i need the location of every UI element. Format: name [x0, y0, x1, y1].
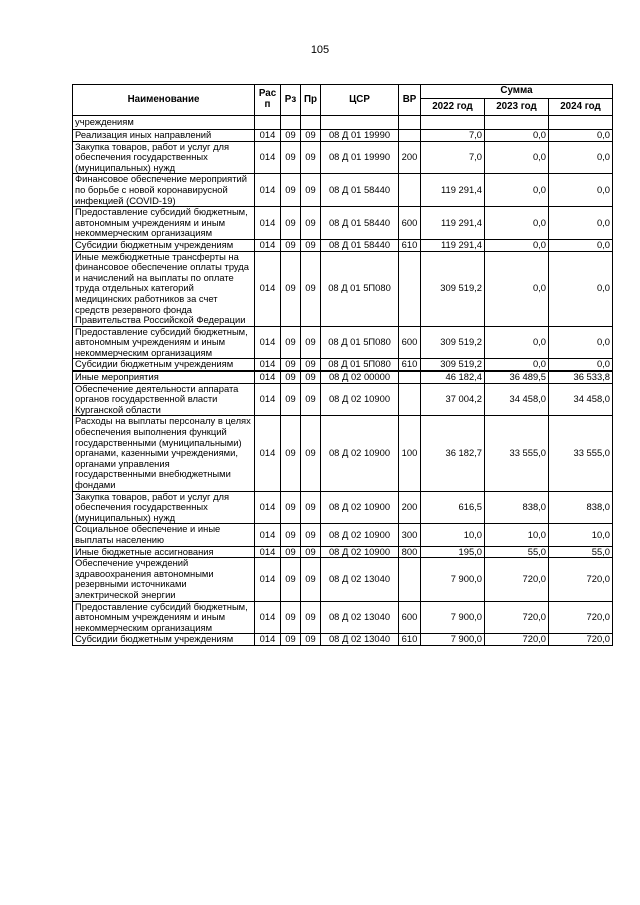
row-sum-2024: 0,0 — [549, 326, 613, 359]
row-pr: 09 — [301, 326, 321, 359]
header-pr: Пр — [301, 85, 321, 116]
row-name: учреждениям — [73, 116, 255, 130]
row-sum-2024: 10,0 — [549, 524, 613, 546]
header-sum: Сумма — [421, 85, 613, 99]
row-sum-2023: 0,0 — [485, 174, 549, 207]
table-row — [73, 359, 613, 371]
row-pr: 09 — [301, 207, 321, 240]
row-pr: 09 — [301, 251, 321, 326]
row-vr: 610 — [399, 634, 421, 646]
row-sum-2023: 838,0 — [485, 491, 549, 524]
row-name: Закупка товаров, работ и услуг для обеспечения государственных (муниципальных) нужд — [73, 141, 255, 174]
row-sum-2023: 34 458,0 — [485, 383, 549, 416]
row-sum-2022: 119 291,4 — [421, 207, 485, 240]
row-sum-2023: 720,0 — [485, 601, 549, 634]
table-row — [73, 383, 613, 416]
row-csr: 08 Д 02 13040 — [321, 558, 399, 601]
row-sum-2023: 0,0 — [485, 141, 549, 174]
row-name: Обеспечение деятельности аппарата органов государственной власти Курганской области — [73, 383, 255, 416]
row-pr: 09 — [301, 174, 321, 207]
row-name: Предоставление субсидий бюджетным, автономным учреждениям и иным некоммерческим организациям — [73, 601, 255, 634]
row-pr: 09 — [301, 601, 321, 634]
row-rz: 09 — [281, 546, 301, 558]
row-vr: 200 — [399, 491, 421, 524]
row-vr — [399, 251, 421, 326]
row-sum-2024: 55,0 — [549, 546, 613, 558]
row-sum-2022: 10,0 — [421, 524, 485, 546]
row-pr: 09 — [301, 383, 321, 416]
table-header — [73, 85, 613, 116]
row-pr: 09 — [301, 141, 321, 174]
row-rasp: 014 — [255, 174, 281, 207]
row-rz: 09 — [281, 141, 301, 174]
row-rz — [281, 116, 301, 130]
row-rz: 09 — [281, 174, 301, 207]
budget-table — [72, 84, 613, 646]
row-rasp: 014 — [255, 558, 281, 601]
row-name: Субсидии бюджетным учреждениям — [73, 239, 255, 251]
row-rz: 09 — [281, 491, 301, 524]
row-rz: 09 — [281, 383, 301, 416]
row-csr: 08 Д 02 13040 — [321, 634, 399, 646]
row-rasp: 014 — [255, 359, 281, 371]
row-csr: 08 Д 02 10900 — [321, 524, 399, 546]
row-pr: 09 — [301, 416, 321, 491]
row-rasp: 014 — [255, 141, 281, 174]
table-row — [73, 116, 613, 130]
row-vr — [399, 558, 421, 601]
row-pr: 09 — [301, 130, 321, 142]
row-sum-2023: 0,0 — [485, 130, 549, 142]
row-sum-2022 — [421, 116, 485, 130]
row-name: Субсидии бюджетным учреждениям — [73, 634, 255, 646]
row-sum-2023 — [485, 116, 549, 130]
row-sum-2022: 36 182,7 — [421, 416, 485, 491]
table-body — [73, 116, 613, 646]
table-row — [73, 634, 613, 646]
table-row — [73, 130, 613, 142]
row-csr: 08 Д 02 00000 — [321, 371, 399, 383]
table-row — [73, 524, 613, 546]
row-sum-2022: 616,5 — [421, 491, 485, 524]
row-rz: 09 — [281, 207, 301, 240]
row-csr: 08 Д 02 10900 — [321, 383, 399, 416]
row-csr: 08 Д 01 19990 — [321, 130, 399, 142]
row-name: Иные бюджетные ассигнования — [73, 546, 255, 558]
header-rz: Рз — [281, 85, 301, 116]
row-rz: 09 — [281, 371, 301, 383]
row-rasp: 014 — [255, 371, 281, 383]
row-csr: 08 Д 01 19990 — [321, 141, 399, 174]
row-pr: 09 — [301, 371, 321, 383]
row-rz: 09 — [281, 634, 301, 646]
row-sum-2023: 0,0 — [485, 239, 549, 251]
row-name: Субсидии бюджетным учреждениям — [73, 359, 255, 371]
row-name: Иные мероприятия — [73, 371, 255, 383]
row-name: Иные межбюджетные трансферты на финансовое обеспечение оплаты труда и начислений на выплаты по оплате труда отдельных категорий медицинских работников за счет средств резервного фонда Правительства Российской Федерации — [73, 251, 255, 326]
row-rz: 09 — [281, 326, 301, 359]
row-sum-2022: 7 900,0 — [421, 601, 485, 634]
row-sum-2022: 7,0 — [421, 141, 485, 174]
row-sum-2024: 0,0 — [549, 207, 613, 240]
row-vr — [399, 371, 421, 383]
row-rz: 09 — [281, 601, 301, 634]
row-rasp — [255, 116, 281, 130]
row-name: Реализация иных направлений — [73, 130, 255, 142]
row-csr — [321, 116, 399, 130]
row-name: Предоставление субсидий бюджетным, автономным учреждениям и иным некоммерческим организациям — [73, 326, 255, 359]
table-row — [73, 546, 613, 558]
row-rasp: 014 — [255, 546, 281, 558]
table-row — [73, 371, 613, 383]
row-rasp: 014 — [255, 524, 281, 546]
row-sum-2024: 0,0 — [549, 239, 613, 251]
row-sum-2023: 0,0 — [485, 326, 549, 359]
row-rasp: 014 — [255, 207, 281, 240]
row-sum-2023: 0,0 — [485, 359, 549, 371]
row-sum-2023: 0,0 — [485, 251, 549, 326]
table-row — [73, 251, 613, 326]
row-csr: 08 Д 01 5П080 — [321, 326, 399, 359]
row-rz: 09 — [281, 524, 301, 546]
row-pr: 09 — [301, 634, 321, 646]
row-vr: 610 — [399, 359, 421, 371]
row-name: Расходы на выплаты персоналу в целях обеспечения выполнения функций государственными (муниципальными) органами, казенными учреждениями, органами управления государственными внебюджетными фондами — [73, 416, 255, 491]
table-row — [73, 141, 613, 174]
row-pr: 09 — [301, 524, 321, 546]
row-name: Финансовое обеспечение мероприятий по борьбе с новой коронавирусной инфекцией (COVID-19) — [73, 174, 255, 207]
row-sum-2022: 309 519,2 — [421, 359, 485, 371]
row-rasp: 014 — [255, 416, 281, 491]
row-rz: 09 — [281, 239, 301, 251]
row-sum-2023: 10,0 — [485, 524, 549, 546]
row-vr: 600 — [399, 601, 421, 634]
header-csr: ЦСР — [321, 85, 399, 116]
row-sum-2022: 309 519,2 — [421, 326, 485, 359]
header-2024: 2024 год — [549, 99, 613, 116]
row-sum-2023: 55,0 — [485, 546, 549, 558]
table-row — [73, 174, 613, 207]
row-csr: 08 Д 01 58440 — [321, 174, 399, 207]
row-csr: 08 Д 01 58440 — [321, 239, 399, 251]
row-csr: 08 Д 02 10900 — [321, 491, 399, 524]
row-sum-2024: 838,0 — [549, 491, 613, 524]
row-rasp: 014 — [255, 491, 281, 524]
header-vr: ВР — [399, 85, 421, 116]
table-row — [73, 491, 613, 524]
row-sum-2022: 7 900,0 — [421, 558, 485, 601]
table-row — [73, 239, 613, 251]
page-number: 105 — [310, 44, 330, 56]
row-csr: 08 Д 01 58440 — [321, 207, 399, 240]
row-csr: 08 Д 02 13040 — [321, 601, 399, 634]
row-sum-2023: 720,0 — [485, 558, 549, 601]
row-sum-2022: 7 900,0 — [421, 634, 485, 646]
row-sum-2022: 119 291,4 — [421, 174, 485, 207]
row-sum-2024: 34 458,0 — [549, 383, 613, 416]
row-csr: 08 Д 02 10900 — [321, 416, 399, 491]
table-row — [73, 326, 613, 359]
row-vr — [399, 116, 421, 130]
row-vr: 600 — [399, 207, 421, 240]
row-rz: 09 — [281, 558, 301, 601]
row-sum-2024: 36 533,8 — [549, 371, 613, 383]
row-sum-2023: 36 489,5 — [485, 371, 549, 383]
row-sum-2024: 0,0 — [549, 251, 613, 326]
row-sum-2023: 0,0 — [485, 207, 549, 240]
row-sum-2023: 33 555,0 — [485, 416, 549, 491]
header-2023: 2023 год — [485, 99, 549, 116]
row-pr: 09 — [301, 359, 321, 371]
row-name: Обеспечение учреждений здравоохранения автономными резервными источниками электрической энергии — [73, 558, 255, 601]
table-row — [73, 601, 613, 634]
row-sum-2024: 720,0 — [549, 634, 613, 646]
row-sum-2022: 309 519,2 — [421, 251, 485, 326]
header-name: Наименование — [73, 85, 255, 116]
row-vr — [399, 130, 421, 142]
row-csr: 08 Д 01 5П080 — [321, 359, 399, 371]
row-vr — [399, 174, 421, 207]
row-name: Социальное обеспечение и иные выплаты населению — [73, 524, 255, 546]
table-row — [73, 558, 613, 601]
table-row — [73, 416, 613, 491]
header-2022: 2022 год — [421, 99, 485, 116]
row-sum-2024: 0,0 — [549, 174, 613, 207]
row-vr: 200 — [399, 141, 421, 174]
row-vr: 610 — [399, 239, 421, 251]
row-csr: 08 Д 02 10900 — [321, 546, 399, 558]
row-sum-2024: 720,0 — [549, 601, 613, 634]
row-sum-2024: 33 555,0 — [549, 416, 613, 491]
row-rasp: 014 — [255, 326, 281, 359]
row-rz: 09 — [281, 251, 301, 326]
row-sum-2023: 720,0 — [485, 634, 549, 646]
row-sum-2024: 0,0 — [549, 359, 613, 371]
row-pr: 09 — [301, 239, 321, 251]
row-rasp: 014 — [255, 383, 281, 416]
row-vr — [399, 383, 421, 416]
row-rasp: 014 — [255, 251, 281, 326]
row-vr: 300 — [399, 524, 421, 546]
row-rasp: 014 — [255, 601, 281, 634]
row-sum-2022: 119 291,4 — [421, 239, 485, 251]
row-rasp: 014 — [255, 239, 281, 251]
row-sum-2022: 46 182,4 — [421, 371, 485, 383]
row-rz: 09 — [281, 130, 301, 142]
row-sum-2022: 195,0 — [421, 546, 485, 558]
row-vr: 600 — [399, 326, 421, 359]
row-csr: 08 Д 01 5П080 — [321, 251, 399, 326]
row-sum-2024: 0,0 — [549, 141, 613, 174]
row-vr: 100 — [399, 416, 421, 491]
row-rz: 09 — [281, 416, 301, 491]
row-sum-2022: 7,0 — [421, 130, 485, 142]
row-vr: 800 — [399, 546, 421, 558]
row-sum-2024: 0,0 — [549, 130, 613, 142]
row-pr: 09 — [301, 558, 321, 601]
row-pr: 09 — [301, 546, 321, 558]
table-row — [73, 207, 613, 240]
row-rasp: 014 — [255, 130, 281, 142]
row-pr: 09 — [301, 491, 321, 524]
header-rasp: Рас п — [255, 85, 281, 116]
row-sum-2024: 720,0 — [549, 558, 613, 601]
row-pr — [301, 116, 321, 130]
row-sum-2024 — [549, 116, 613, 130]
row-rz: 09 — [281, 359, 301, 371]
row-name: Предоставление субсидий бюджетным, автономным учреждениям и иным некоммерческим организациям — [73, 207, 255, 240]
row-sum-2022: 37 004,2 — [421, 383, 485, 416]
row-name: Закупка товаров, работ и услуг для обеспечения государственных (муниципальных) нужд — [73, 491, 255, 524]
row-rasp: 014 — [255, 634, 281, 646]
